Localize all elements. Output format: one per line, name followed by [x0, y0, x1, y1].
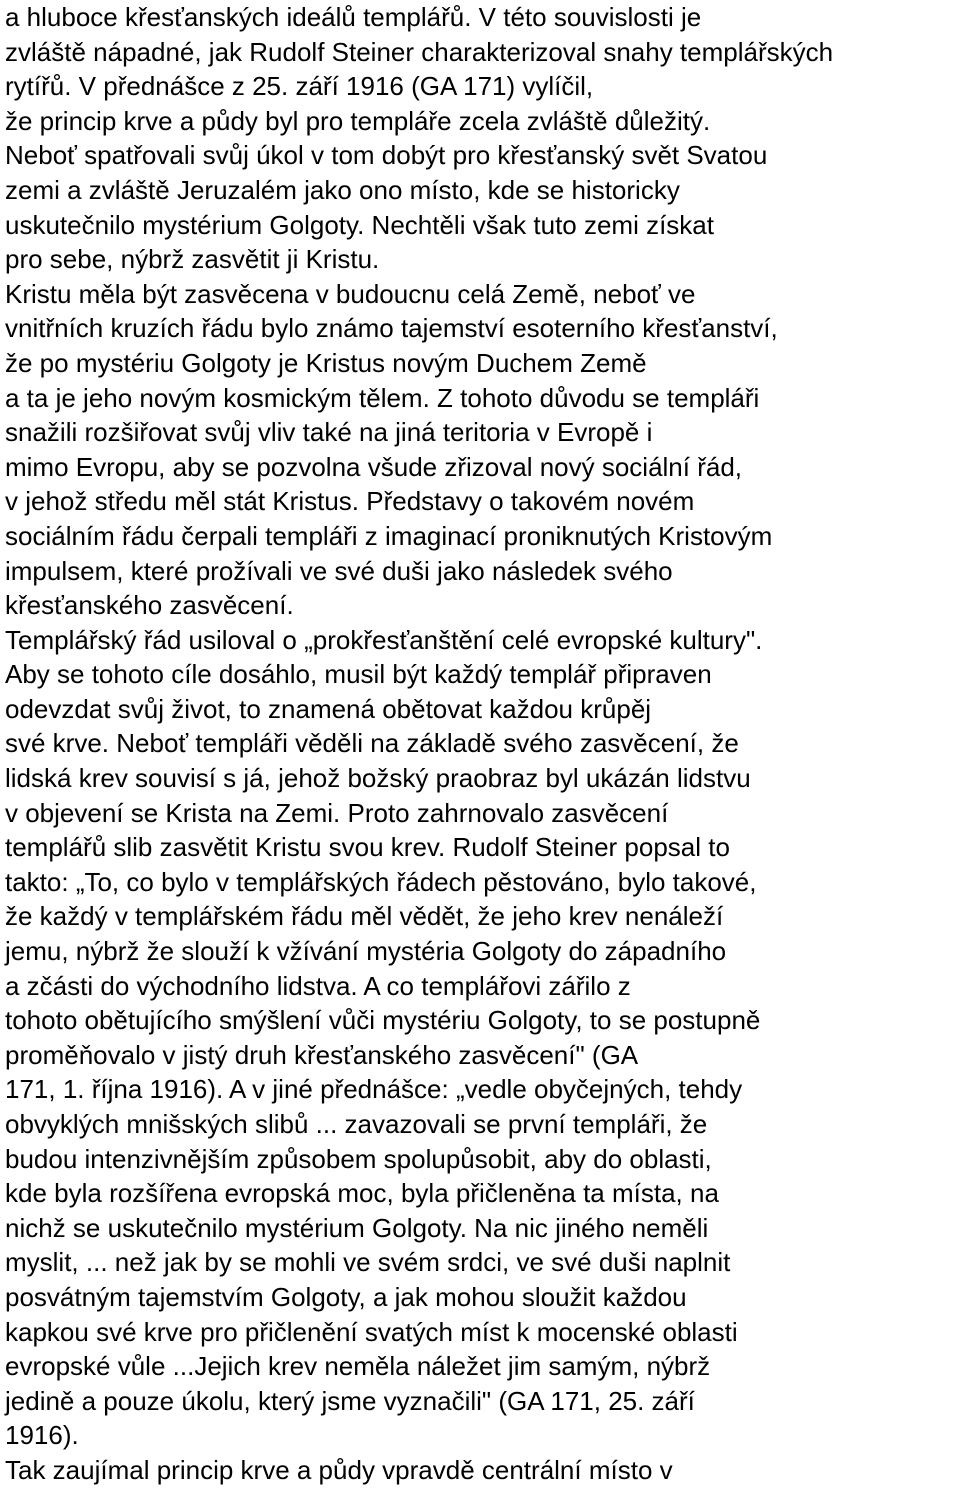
- text-line: křesťanského zasvěcení.: [5, 590, 294, 621]
- text-line: a ta je jeho novým kosmickým tělem. Z tohoto důvodu se templáři: [5, 382, 760, 413]
- text-line: své krve. Neboť templáři věděli na základě svého zasvěcení, že: [5, 728, 739, 759]
- text-line: mimo Evropu, aby se pozvolna všude zřizoval nový sociální řád,: [5, 451, 743, 482]
- text-line: Tak zaujímal princip krve a půdy vpravdě centrální místo v: [5, 1454, 673, 1485]
- text-line: 1916).: [5, 1420, 79, 1451]
- text-line: sociálním řádu čerpali templáři z imaginací proniknutých Kristovým: [5, 520, 773, 551]
- text-line: v jehož středu měl stát Kristus. Představy o takovém novém: [5, 486, 695, 517]
- text-line: odevzdat svůj život, to znamená obětovat každou krůpěj: [5, 693, 652, 724]
- text-line: myslit, ... než jak by se mohli ve svém srdci, ve své duši naplnit: [5, 1247, 731, 1278]
- text-line: zemi a zvláště Jeruzalém jako ono místo, kde se historicky: [5, 174, 680, 205]
- text-line: obvyklých mnišských slibů ... zavazovali se první templáři, že: [5, 1109, 708, 1139]
- text-line: zvláště nápadné, jak Rudolf Steiner charakterizoval snahy templářských: [5, 36, 834, 67]
- text-line: snažili rozšiřovat svůj vliv také na jiná teritoria v Evropě i: [5, 417, 653, 448]
- text-line: že po mystériu Golgoty je Kristus novým Duchem Země: [5, 347, 647, 378]
- text-line: rytířů. V přednášce z 25. září 1916 (GA 171) vylíčil,: [5, 71, 594, 102]
- text-line: Kristu měla být zasvěcena v budoucnu celá Země, neboť ve: [5, 278, 696, 309]
- text-line: posvátným tajemstvím Golgoty, a jak mohou sloužit každou: [5, 1281, 687, 1312]
- document-page: [5, 0, 960, 1488]
- text-line: že každý v templářském řádu měl vědět, že jeho krev nenáleží: [5, 901, 724, 932]
- text-line: Aby se tohoto cíle dosáhlo, musil být každý templář připraven: [5, 659, 712, 690]
- text-line: lidská krev souvisí s já, jehož božský praobraz byl ukázán lidstvu: [5, 763, 751, 794]
- text-line: nichž se uskutečnilo mystérium Golgoty. Na nic jiného neměli: [5, 1212, 709, 1243]
- text-line: templářů slib zasvětit Kristu svou krev. Rudolf Steiner popsal to: [5, 832, 730, 863]
- text-line: a hluboce křesťanských ideálů templářů. V této souvislosti je: [5, 2, 702, 32]
- text-line: jedině a pouze úkolu, který jsme vyznačili" (GA 171, 25. září: [5, 1385, 695, 1416]
- text-line: 171, 1. října 1916). A v jiné přednášce: „vedle obyčejných, tehdy: [5, 1074, 743, 1105]
- text-line: uskutečnilo mystérium Golgoty. Nechtěli však tuto zemi získat: [5, 209, 714, 240]
- text-line: a zčásti do východního lidstva. A co templářovi zářilo z: [5, 970, 631, 1001]
- text-line: proměňovalo v jistý druh křesťanského zasvěcení" (GA: [5, 1039, 639, 1070]
- text-line: že princip krve a půdy byl pro templáře zcela zvláště důležitý.: [5, 105, 711, 136]
- text-line: kapkou své krve pro přičlenění svatých míst k mocenské oblasti: [5, 1316, 738, 1347]
- text-line: v objevení se Krista na Zemi. Proto zahrnovalo zasvěcení: [5, 797, 669, 828]
- text-line: kde byla rozšířena evropská moc, byla přičleněna ta místa, na: [5, 1178, 719, 1209]
- text-line: evropské vůle ...Jejich krev neměla náležet jim samým, nýbrž: [5, 1351, 711, 1382]
- text-line: pro sebe, nýbrž zasvětit ji Kristu.: [5, 244, 380, 275]
- text-line: impulsem, které prožívali ve své duši jako následek svého: [5, 555, 673, 586]
- text-line: vnitřních kruzích řádu bylo známo tajemství esoterního křesťanství,: [5, 313, 778, 344]
- text-line: tohoto obětujícího smýšlení vůči mystériu Golgoty, to se postupně: [5, 1005, 761, 1036]
- text-line: budou intenzivnějším způsobem spolupůsobit, aby do oblasti,: [5, 1143, 712, 1174]
- text-line: Neboť spatřovali svůj úkol v tom dobýt pro křesťanský svět Svatou: [5, 140, 768, 171]
- text-line: Templářský řád usiloval o „prokřesťanštění celé evropské kultury".: [5, 624, 763, 655]
- text-line: takto: „To, co bylo v templářských řádech pěstováno, bylo takové,: [5, 866, 757, 897]
- text-line: jemu, nýbrž že slouží k vžívání mystéria Golgoty do západního: [5, 936, 727, 967]
